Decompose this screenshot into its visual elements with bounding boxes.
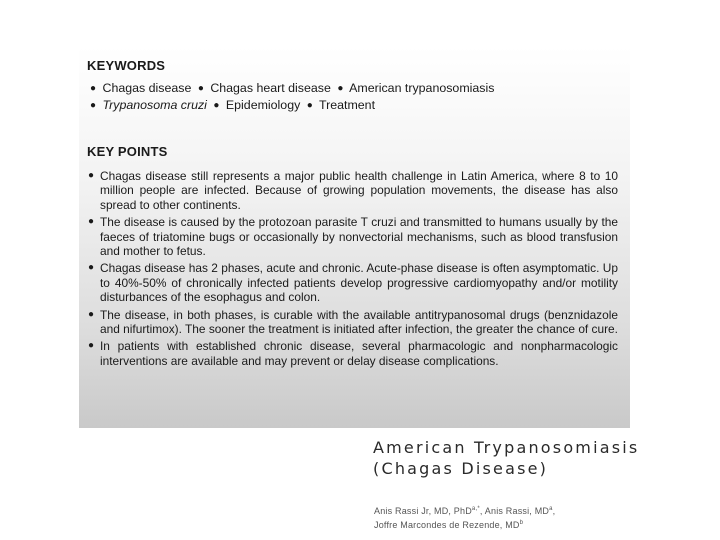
authors-line-2: Joffre Marcondes de Rezende, $MD^b$ (374, 520, 524, 530)
keywords-line-2 (87, 97, 618, 114)
bullet-icon: ● (213, 100, 220, 111)
key-point-item (87, 339, 618, 368)
bullet-icon: ● (337, 83, 344, 94)
keywords-heading: KEYWORDS (87, 58, 166, 73)
key-point-item (87, 261, 618, 304)
keyword: Treatment (319, 98, 376, 112)
bullet-icon: ● (88, 216, 95, 228)
key-point-text: Chagas disease has 2 phases, acute and chronic. Acute-phase disease is often asymptomatic. Up to 40%-50% of chronically infected patients develop progressive cardiomyopathy and/or motility disturbances of the esophagus and colon. (100, 261, 618, 305)
bullet-icon: ● (90, 83, 97, 94)
bullet-icon: ● (88, 170, 95, 181)
key-points-heading: KEY POINTS (87, 144, 168, 159)
article-title (373, 437, 639, 479)
key-points-list (87, 169, 618, 368)
key-point-item (87, 308, 618, 337)
key-point-text: The disease, in both phases, is curable with the available antitrypanosomal drugs (benznidazole and nifurtimox). The sooner the treatment is initiated after infection, the greater the chance of cure. (100, 307, 618, 337)
bullet-icon: ● (197, 83, 204, 94)
key-point-item (87, 215, 618, 258)
article-title-line-2: (Chagas Disease) (373, 459, 549, 478)
key-point-item (87, 169, 618, 212)
keyword: Chagas disease (102, 81, 192, 95)
article-title-line-1: American Trypanosomiasis (373, 438, 640, 457)
bullet-icon: ● (88, 308, 95, 320)
bullet-icon: ● (88, 340, 95, 352)
keywords-line-1 (87, 80, 618, 97)
bullet-icon: ● (306, 100, 313, 111)
authors-line-1: Anis Rassi Jr, MD, PhD$^{a,*}$, Anis Rassi, $MD^a$, (374, 506, 556, 516)
keyword: Chagas heart disease (210, 81, 331, 95)
keyword: Epidemiology (225, 98, 301, 112)
key-point-text: Chagas disease still represents a major public health challenge in Latin America, where 8 to 10 million people are infected. Because of growing population movements, the disease has also spread to other continents. (100, 169, 618, 212)
key-point-text: The disease is caused by the protozoan parasite T cruzi and transmitted to humans usually by the faeces of triatomine bugs or occasionally by nonvectorial mechanisms, such as blood transfusion and mother to fetus. (100, 215, 618, 259)
keyword: Trypanosoma cruzi (102, 98, 207, 112)
keywords-keypoints-panel (79, 46, 630, 428)
keywords-list (87, 80, 618, 114)
article-authors (374, 503, 555, 531)
keyword: American trypanosomiasis (349, 81, 495, 95)
bullet-icon: ● (88, 262, 95, 274)
key-point-text: In patients with established chronic disease, several pharmacologic and nonpharmacologic interventions are available and may prevent or delay disease complications. (100, 339, 618, 368)
bullet-icon: ● (90, 100, 97, 111)
